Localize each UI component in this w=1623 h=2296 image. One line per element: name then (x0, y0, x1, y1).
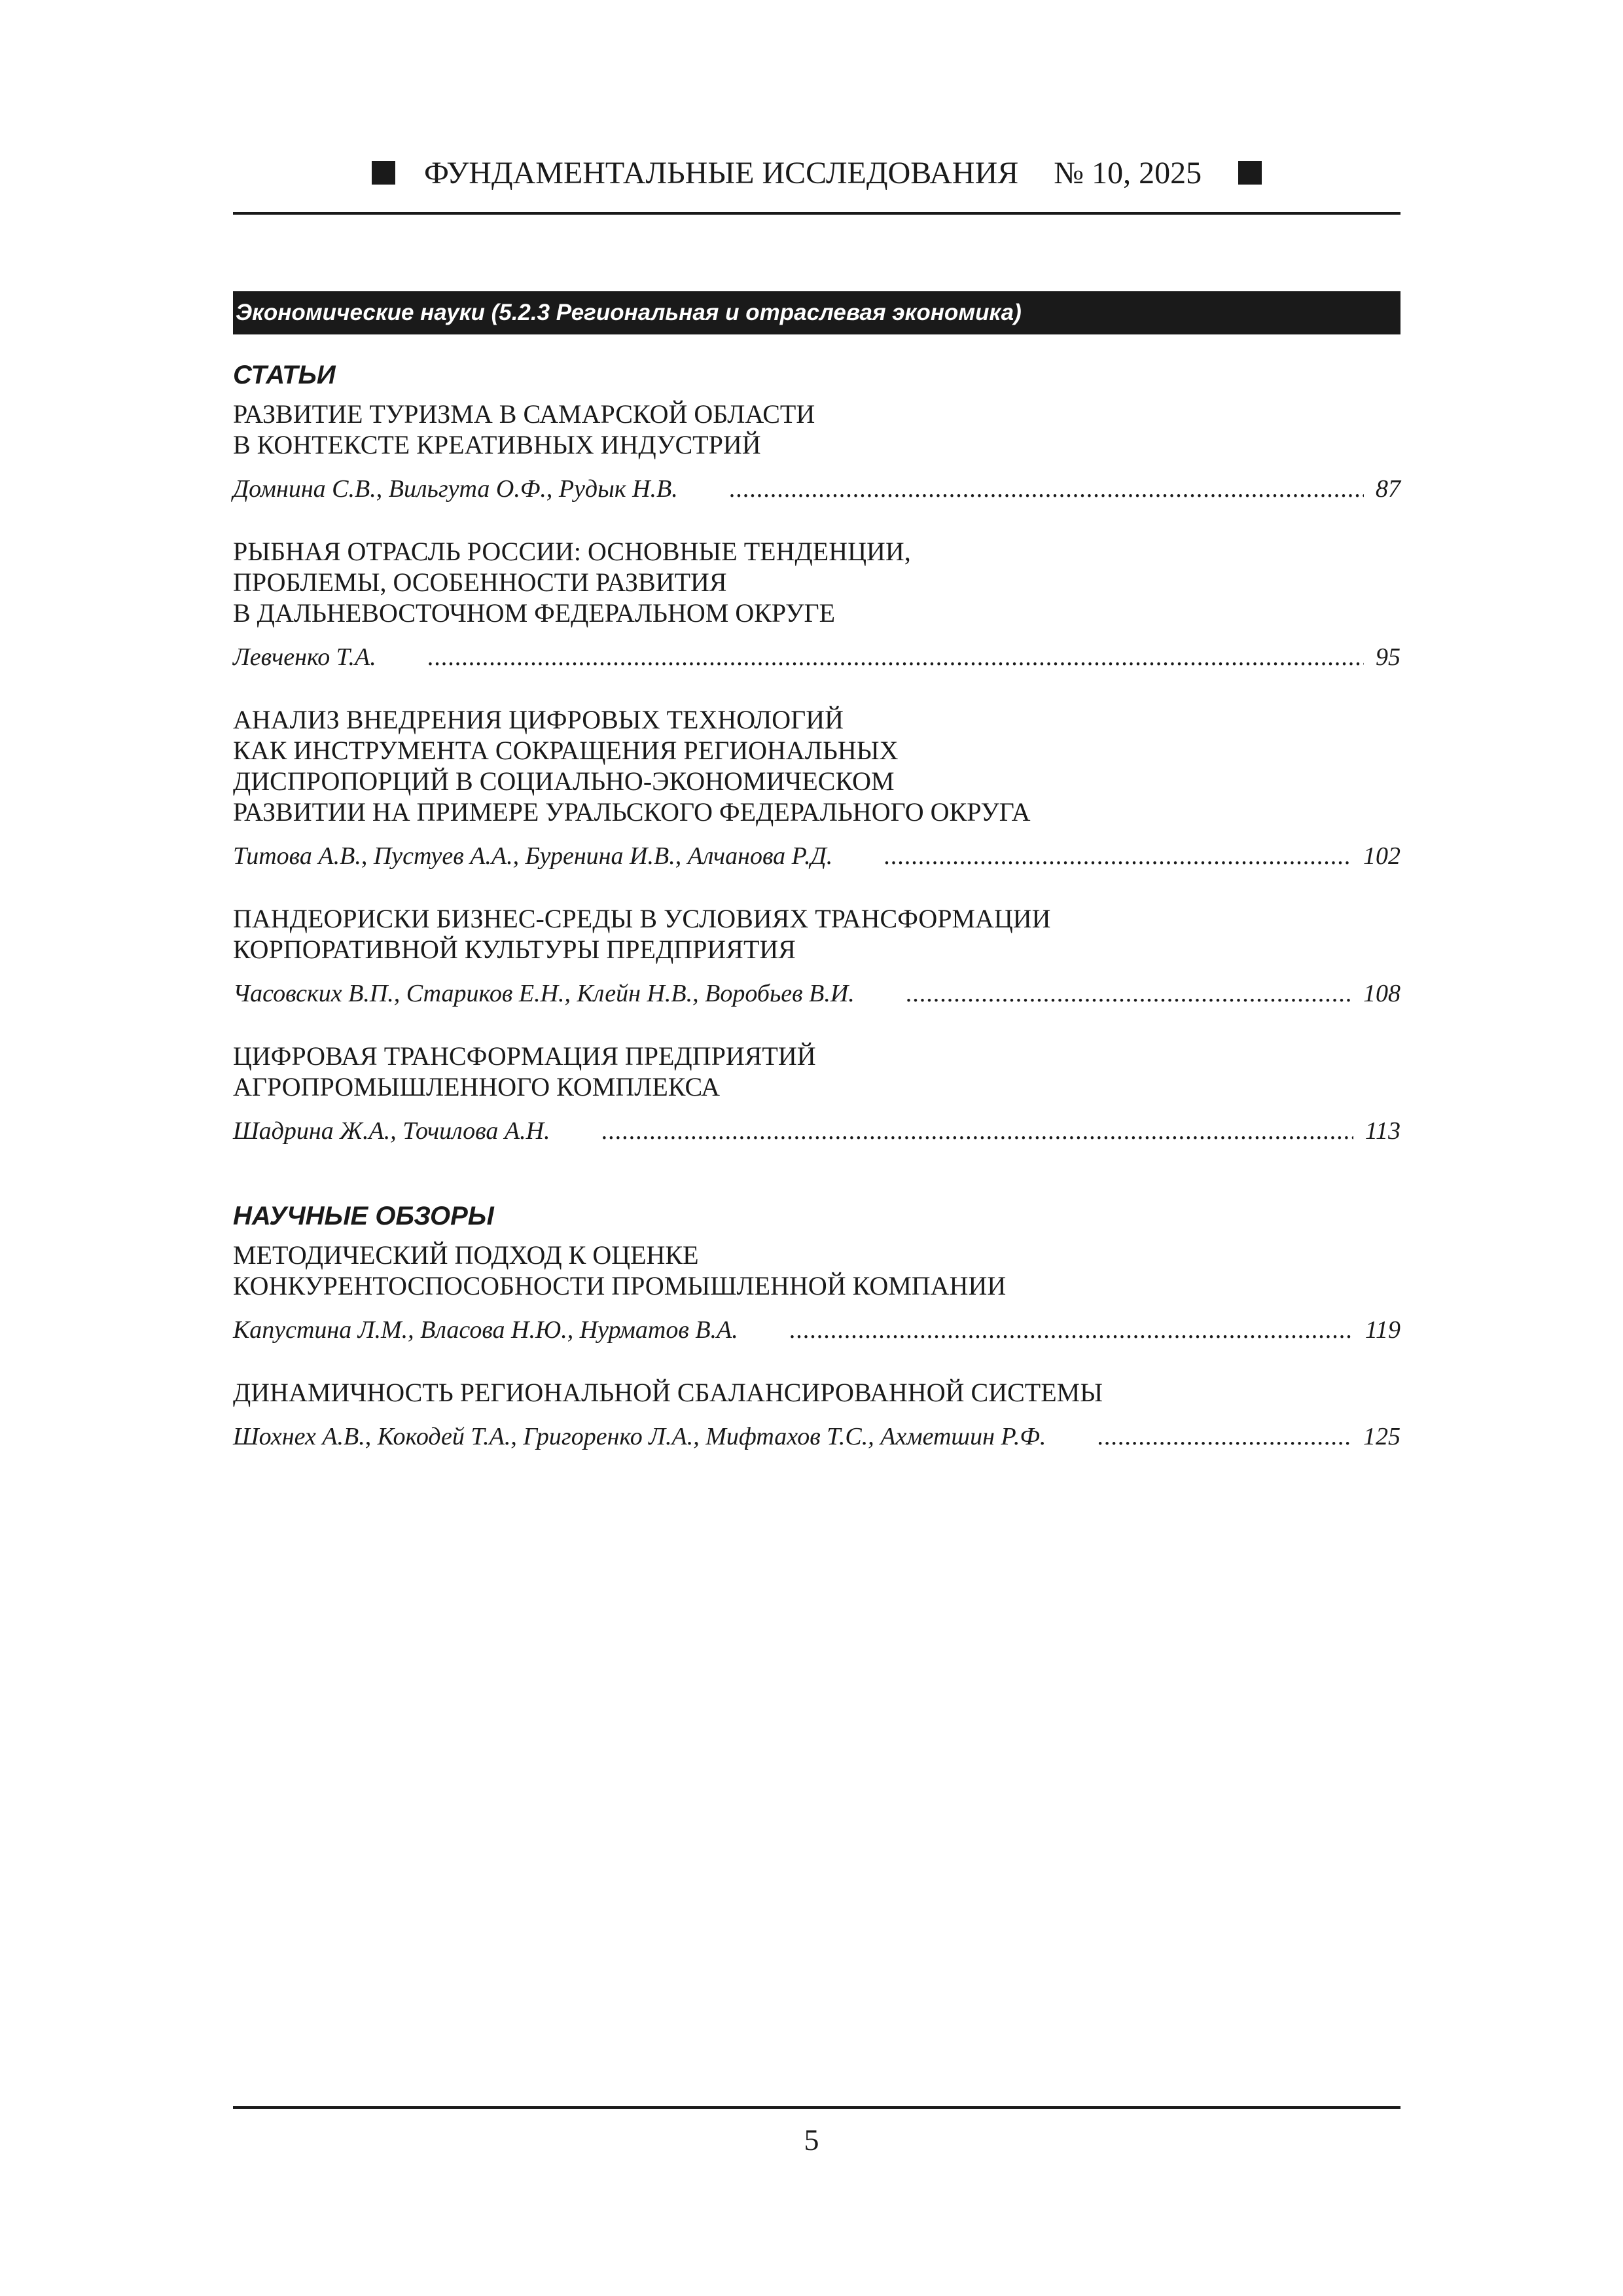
dot-leader (883, 839, 1351, 873)
entry-line (233, 1420, 1400, 1454)
entry-page: 125 (1363, 1423, 1400, 1450)
journal-title: ФУНДАМЕНТАЛЬНЫЕ ИССЛЕДОВАНИЯ (423, 156, 1019, 190)
entry-authors: Капустина Л.М., Власова Н.Ю., Нурматов В.А. (233, 1316, 738, 1344)
toc-entry[interactable] (233, 399, 1400, 506)
page-number: 5 (804, 2123, 819, 2157)
entry-authors: Шохнех А.В., Кокодей Т.А., Григоренко Л.А., Мифтахов Т.С., Ахметшин Р.Ф. (233, 1423, 1046, 1450)
entry-page: 108 (1363, 980, 1400, 1007)
entry-title: РЫБНАЯ ОТРАСЛЬ РОССИИ: ОСНОВНЫЕ ТЕНДЕНЦИИ, ПРОБЛЕМЫ, ОСОБЕННОСТИ РАЗВИТИЯ В ДАЛЬНЕВОСТОЧНОМ ФЕДЕРАЛЬНОМ ОКРУГЕ (233, 537, 911, 628)
entry-title: ПАНДЕОРИСКИ БИЗНЕС-СРЕДЫ В УСЛОВИЯХ ТРАНСФОРМАЦИИ КОРПОРАТИВНОЙ КУЛЬТУРЫ ПРЕДПРИЯТИЯ (233, 904, 1051, 964)
toc-entry[interactable] (233, 903, 1400, 1011)
toc-entry[interactable] (233, 704, 1400, 873)
entry-page: 113 (1364, 1117, 1400, 1145)
entry-line (233, 640, 1400, 674)
toc-entry[interactable] (233, 1377, 1400, 1454)
issue-number: № 10, 2025 (1054, 156, 1202, 190)
entry-authors: Шадрина Ж.А., Точилова А.Н. (233, 1117, 550, 1145)
footer-rule (233, 2106, 1400, 2109)
table-of-contents (233, 357, 1400, 1484)
dot-leader (427, 640, 1364, 674)
entry-line (233, 1114, 1400, 1148)
header-square-left-icon (372, 161, 395, 185)
entry-title: АНАЛИЗ ВНЕДРЕНИЯ ЦИФРОВЫХ ТЕХНОЛОГИЙ КАК ИНСТРУМЕНТА СОКРАЩЕНИЯ РЕГИОНАЛЬНЫХ ДИСПРОПОРЦИЙ В СОЦИАЛЬНО-ЭКОНОМИЧЕСКОМ РАЗВИТИИ НА ПРИМЕРЕ УРАЛЬСКОГО ФЕДЕРАЛЬНОГО ОКРУГА (233, 705, 1031, 827)
entry-line (233, 472, 1400, 506)
dot-leader (1097, 1420, 1351, 1454)
entry-title: ДИНАМИЧНОСТЬ РЕГИОНАЛЬНОЙ СБАЛАНСИРОВАННОЙ СИСТЕМЫ (233, 1378, 1103, 1407)
entry-authors: Часовских В.П., Стариков Е.Н., Клейн Н.В., Воробьев В.И. (233, 980, 855, 1007)
dot-leader (601, 1114, 1353, 1148)
entry-line (233, 977, 1400, 1011)
dot-leader (729, 472, 1364, 506)
section-bar: Экономические науки (5.2.3 Региональная и отраслевая экономика) (233, 291, 1400, 334)
dot-leader (789, 1313, 1353, 1347)
header-rule (233, 212, 1400, 215)
entry-page: 87 (1376, 475, 1400, 503)
category-heading-articles: СТАТЬИ (233, 361, 336, 389)
entry-title: ЦИФРОВАЯ ТРАНСФОРМАЦИЯ ПРЕДПРИЯТИЙ АГРОПРОМЫШЛЕННОГО КОМПЛЕКСА (233, 1041, 816, 1102)
toc-entry[interactable] (233, 1041, 1400, 1148)
entry-authors: Левченко Т.А. (233, 643, 376, 671)
category-heading-reviews: НАУЧНЫЕ ОБЗОРЫ (233, 1202, 494, 1230)
entry-line (233, 1313, 1400, 1347)
entry-page: 119 (1364, 1316, 1400, 1344)
entry-page: 95 (1376, 643, 1400, 671)
dot-leader (906, 977, 1351, 1011)
toc-entry[interactable] (233, 536, 1400, 674)
entry-authors: Домнина С.В., Вильгута О.Ф., Рудык Н.В. (233, 475, 678, 503)
header-square-right-icon (1238, 161, 1262, 185)
entry-authors: Титова А.В., Пустуев А.А., Буренина И.В., Алчанова Р.Д. (233, 842, 833, 870)
entry-page: 102 (1363, 842, 1400, 870)
toc-entry[interactable] (233, 1240, 1400, 1347)
journal-header (233, 147, 1400, 200)
entry-title: МЕТОДИЧЕСКИЙ ПОДХОД К ОЦЕНКЕ КОНКУРЕНТОСПОСОБНОСТИ ПРОМЫШЛЕННОЙ КОМПАНИИ (233, 1240, 1007, 1300)
entry-title: РАЗВИТИЕ ТУРИЗМА В САМАРСКОЙ ОБЛАСТИ В КОНТЕКСТЕ КРЕАТИВНЫХ ИНДУСТРИЙ (233, 399, 815, 459)
entry-line (233, 839, 1400, 873)
